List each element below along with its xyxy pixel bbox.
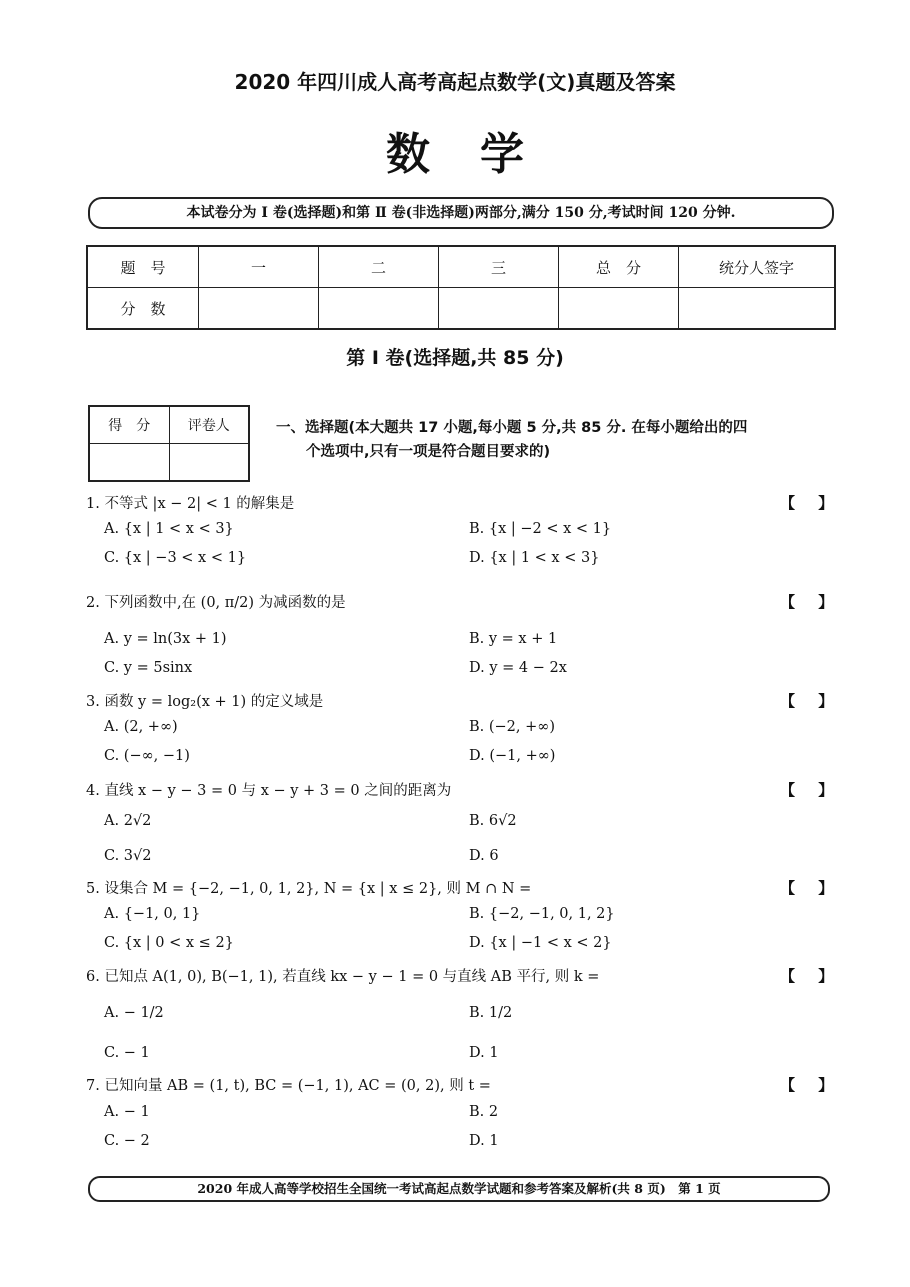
score-cell-1 <box>199 288 319 330</box>
question-1-stem: 1. 不等式 |x − 2| < 1 的解集是 <box>86 496 295 512</box>
question-5-stem: 5. 设集合 M = {−2, −1, 0, 1, 2}, N = {x | x ≤ 2}, 则 M ∩ N = <box>86 881 532 897</box>
volume-title: 第 Ⅰ 卷(选择题,共 85 分) <box>346 347 564 369</box>
section-instructions <box>276 416 836 464</box>
question-4-stem: 4. 直线 x − y − 3 = 0 与 x − y + 3 = 0 之间的距离为 <box>86 783 452 799</box>
section-line-1: 一、选择题(本大题共 17 小题,每小题 5 分,共 85 分. 在每小题给出的四 <box>276 420 748 436</box>
question-4-answer-bracket: 【 】 <box>780 781 834 799</box>
document-title: 2020 年四川成人高考高起点数学(文)真题及答案 <box>234 70 676 94</box>
score-table-row-label: 分 数 <box>87 288 199 330</box>
grader-name-cell <box>169 444 249 482</box>
question-3-option-c: C. (−∞, −1) <box>104 748 190 764</box>
question-5-answer-bracket: 【 】 <box>780 879 834 897</box>
question-2-option-a: A. y = ln(3x + 1) <box>104 631 227 647</box>
question-2-option-c: C. y = 5sinx <box>104 660 193 676</box>
question-6-option-d: D. 1 <box>469 1045 499 1061</box>
question-7-option-d: D. 1 <box>469 1133 499 1149</box>
question-6-option-a: A. − 1/2 <box>104 1005 164 1021</box>
question-3-option-b: B. (−2, +∞) <box>469 719 556 735</box>
score-table-header-part-2: 二 <box>319 246 439 288</box>
exam-info-bar: 本试卷分为 Ⅰ 卷(选择题)和第 Ⅱ 卷(非选择题)两部分,满分 150 分,考试时间 120 分钟. <box>88 197 834 229</box>
question-7-stem: 7. 已知向量 AB = (1, t), BC = (−1, 1), AC = (0, 2), 则 t = <box>86 1078 491 1094</box>
question-4-option-c: C. 3√2 <box>104 848 152 864</box>
grader-score-cell <box>89 444 169 482</box>
question-6-option-c: C. − 1 <box>104 1045 150 1061</box>
grader-name-label: 评卷人 <box>169 406 249 444</box>
score-cell-3 <box>439 288 559 330</box>
question-6-stem: 6. 已知点 A(1, 0), B(−1, 1), 若直线 kx − y − 1 = 0 与直线 AB 平行, 则 k = <box>86 969 600 985</box>
question-3-option-d: D. (−1, +∞) <box>469 748 556 764</box>
question-5-option-c: C. {x | 0 < x ≤ 2} <box>104 935 234 951</box>
subject-title: 数学 <box>386 129 574 180</box>
question-3-answer-bracket: 【 】 <box>780 692 834 710</box>
question-2-answer-bracket: 【 】 <box>780 593 834 611</box>
score-table-header-part-1: 一 <box>199 246 319 288</box>
question-4-option-b: B. 6√2 <box>469 813 517 829</box>
question-1-option-b: B. {x | −2 < x < 1} <box>469 521 612 537</box>
question-6-answer-bracket: 【 】 <box>780 967 834 985</box>
question-2-option-b: B. y = x + 1 <box>469 631 558 647</box>
question-1-answer-bracket: 【 】 <box>780 494 834 512</box>
score-table-header-total: 总 分 <box>559 246 679 288</box>
question-5-option-a: A. {−1, 0, 1} <box>104 906 201 922</box>
score-cell-total <box>559 288 679 330</box>
score-table-header-signature: 统分人签字 <box>679 246 836 288</box>
question-7-option-a: A. − 1 <box>104 1104 150 1120</box>
question-1-option-d: D. {x | 1 < x < 3} <box>469 550 600 566</box>
question-6-option-b: B. 1/2 <box>469 1005 513 1021</box>
page-footer: 2020 年成人高等学校招生全国统一考试高起点数学试题和参考答案及解析(共 8 页) 第 1 页 <box>88 1176 830 1202</box>
score-cell-2 <box>319 288 439 330</box>
question-2-stem: 2. 下列函数中,在 (0, π/2) 为减函数的是 <box>86 595 346 611</box>
score-table-header-part-3: 三 <box>439 246 559 288</box>
question-4-option-a: A. 2√2 <box>104 813 152 829</box>
score-cell-signature <box>679 288 836 330</box>
question-1-option-a: A. {x | 1 < x < 3} <box>104 521 234 537</box>
question-4-option-d: D. 6 <box>469 848 499 864</box>
grader-score-label: 得 分 <box>89 406 169 444</box>
question-7-option-b: B. 2 <box>469 1104 499 1120</box>
question-3-stem: 3. 函数 y = log₂(x + 1) 的定义域是 <box>86 694 324 710</box>
question-3-option-a: A. (2, +∞) <box>104 719 178 735</box>
question-7-answer-bracket: 【 】 <box>780 1076 834 1094</box>
question-5-option-d: D. {x | −1 < x < 2} <box>469 935 612 951</box>
question-7-option-c: C. − 2 <box>104 1133 150 1149</box>
question-2-option-d: D. y = 4 − 2x <box>469 660 567 676</box>
question-1-option-c: C. {x | −3 < x < 1} <box>104 550 247 566</box>
score-table <box>86 245 836 330</box>
score-table-header-question-no: 题 号 <box>87 246 199 288</box>
section-line-2: 个选项中,只有一项是符合题目要求的) <box>306 444 551 460</box>
question-5-option-b: B. {−2, −1, 0, 1, 2} <box>469 906 615 922</box>
grader-table <box>88 405 250 482</box>
